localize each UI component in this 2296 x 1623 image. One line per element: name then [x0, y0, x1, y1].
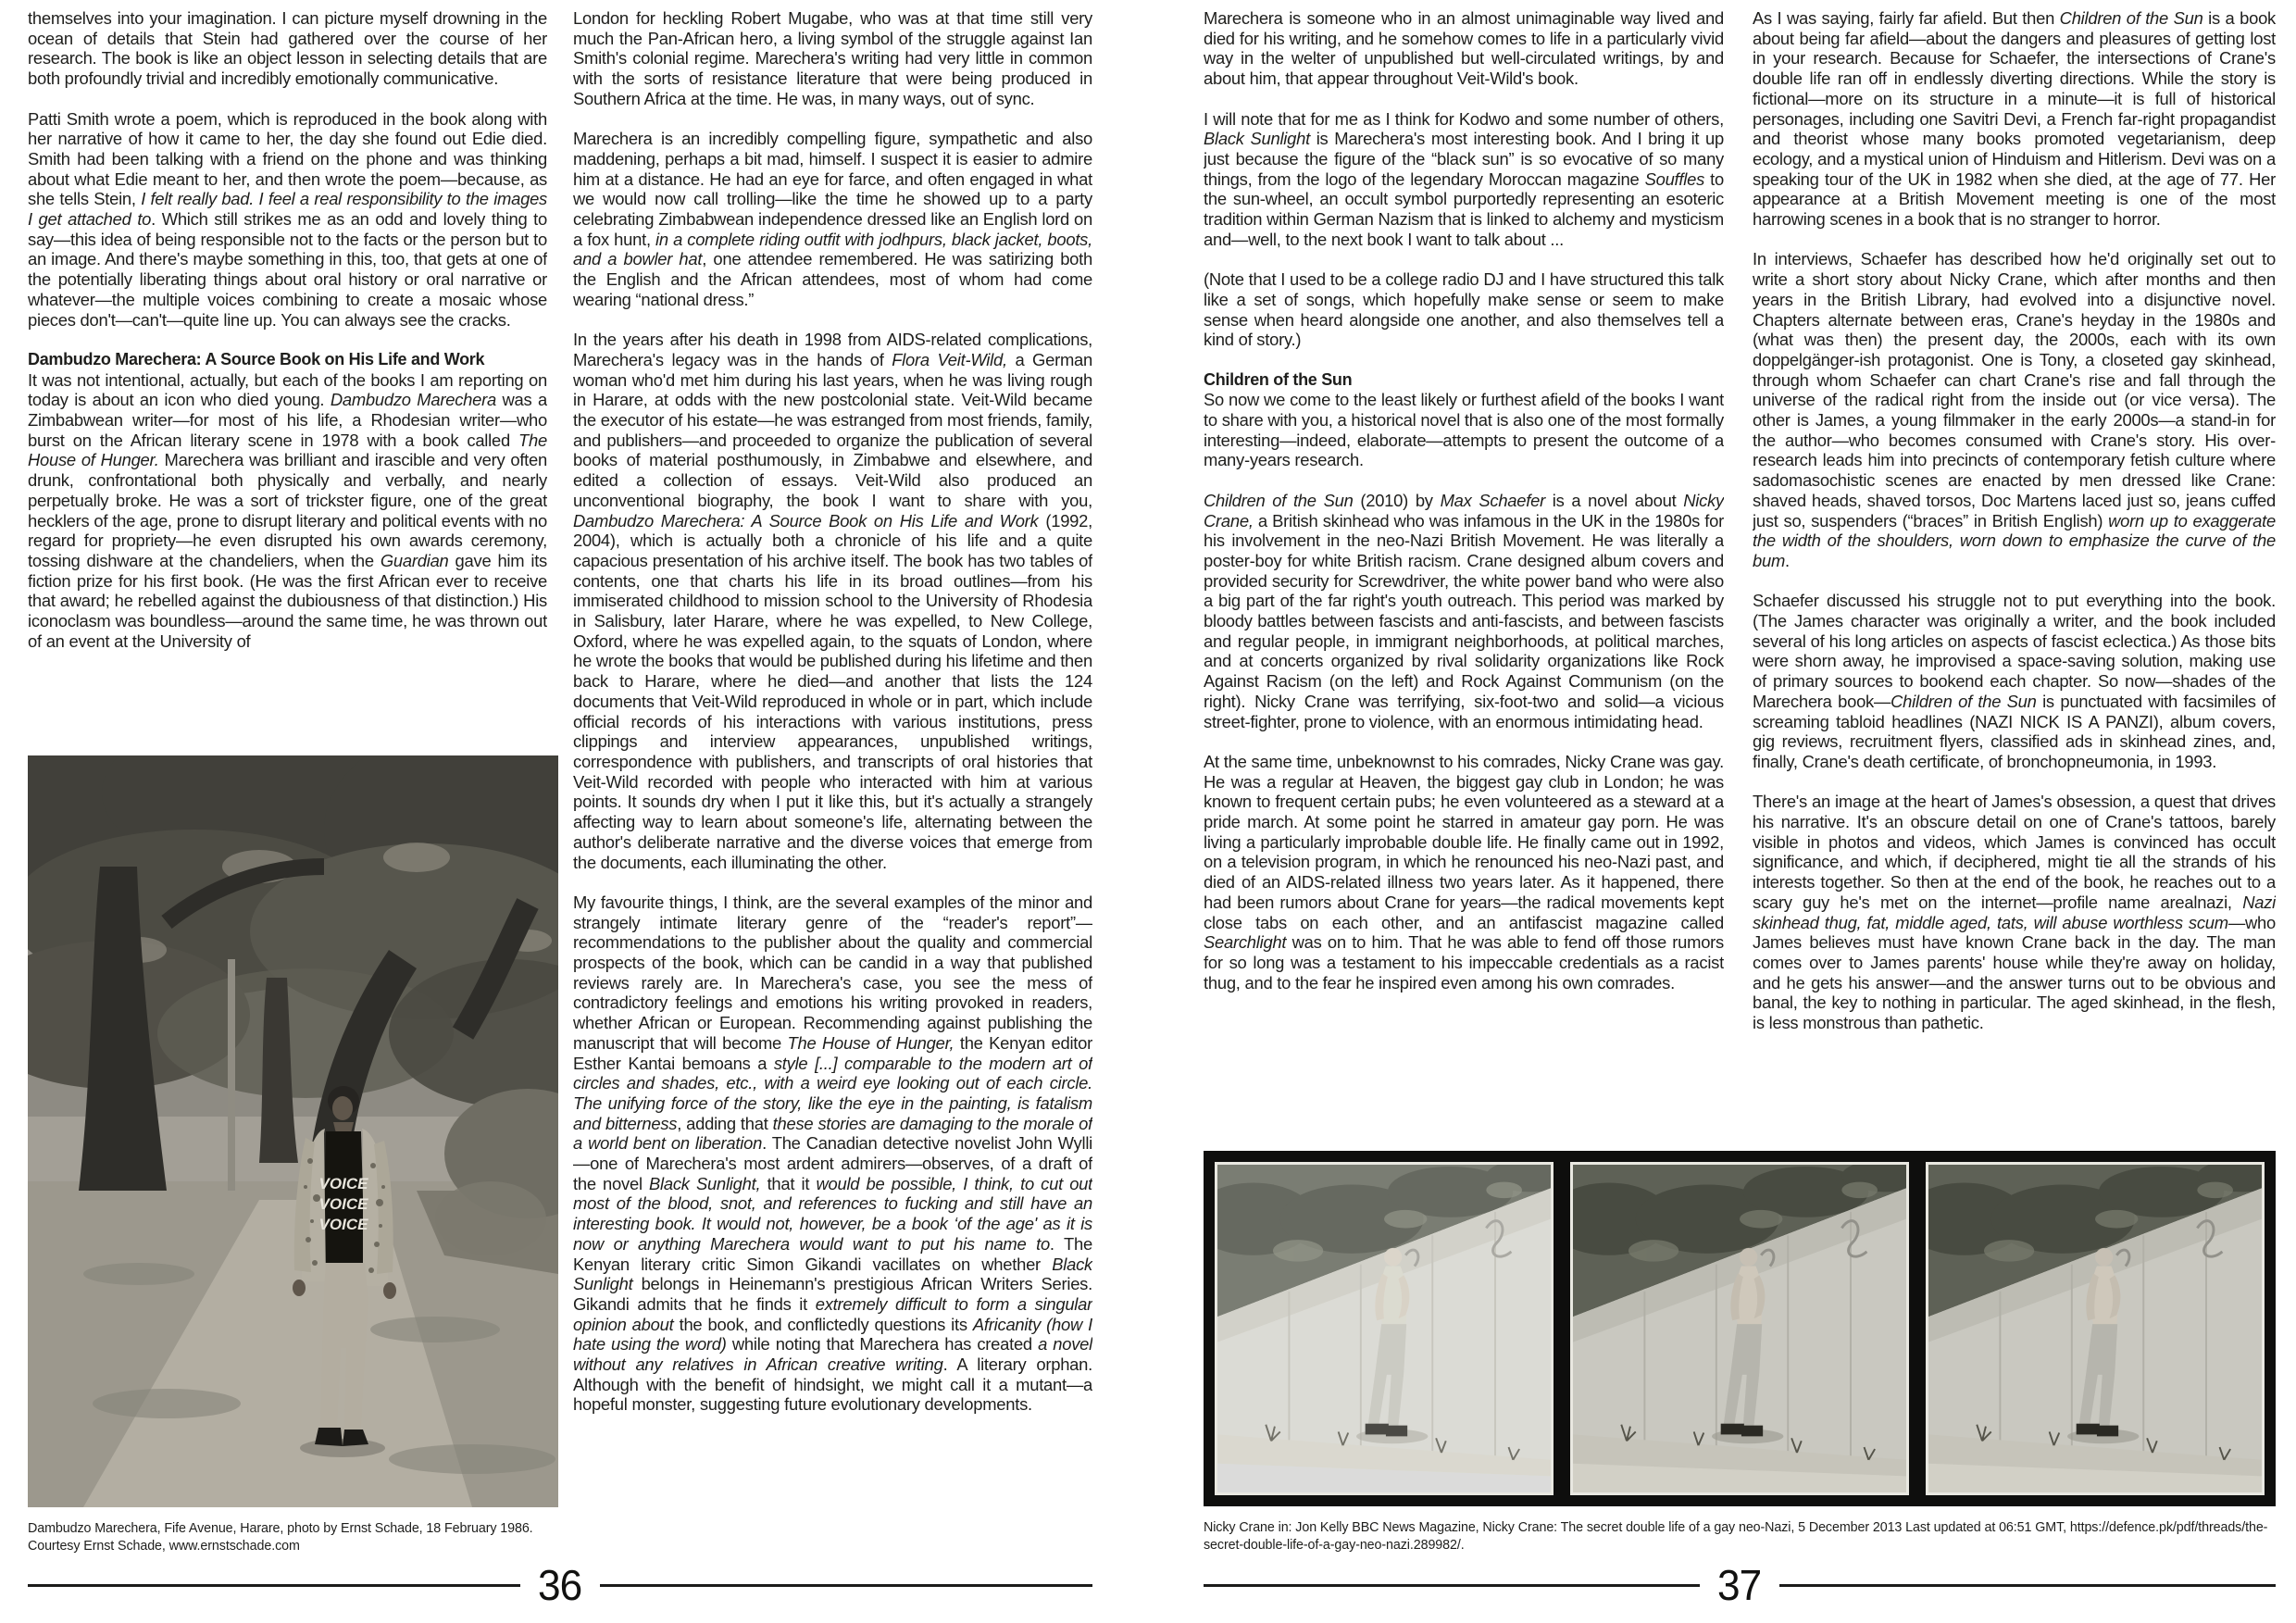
- folio-rule: [1204, 1584, 1700, 1587]
- page-number-36: 36: [538, 1561, 582, 1609]
- folio-rule: [600, 1584, 1092, 1587]
- crane-photo-frame: [1215, 1162, 1554, 1495]
- paragraph: Schaefer discussed his struggle not to put everything into the book. (The James character was originally a writer, and the book included several of his long articles on aspects of fascist eclectica.) As those bits were shorn away, he improvised a space-saving solution, making use of primary sources to bookend each chapter. So now—shades of the Marechera book—Children of the Sun is punctuated with facsimiles of screaming tabloid headlines (NAZI NICK IS A PANZI), album covers, gig reviews, recruitment flyers, classified ads in skinhead zines, and, finally, Crane's death certificate, of bronchopneumonia, in 1993.: [1753, 591, 2276, 771]
- crane-photo-illustration: [1928, 1165, 2262, 1492]
- folio-rule: [1779, 1584, 2276, 1587]
- paragraph: themselves into your imagination. I can picture myself drowning in the ocean of details that Stein had gathered over the course of her research. The book is like an object lesson in selecting details that are both profoundly trivial and incredibly emotionally communicative.: [28, 8, 547, 89]
- crane-photo-illustration: [1217, 1165, 1551, 1492]
- paragraph: As I was saying, fairly far afield. But then Children of the Sun is a book about being far afield—about the dangers and pleasures of getting lost in your research. Because for Schaefer, the intersections of Crane's double life ran off in endlessly diverting directions. While the story is fictional—more on its structure in a minute—it is full of historical personages, including one Savitri Devi, a French far-right propagandist and theorist whose many books promoted vegetarianism, deep ecology, and a mystical union of Hinduism and Hitlerism. Devi was on a speaking tour of the UK in 1982 when she died, at the age of 77. Her appearance at a British Movement meeting is one of the most harrowing scenes in a book that is no stranger to horror.: [1753, 8, 2276, 230]
- photo-caption-right: Nicky Crane in: Jon Kelly BBC News Magazine, Nicky Crane: The secret double life of a gay neo-Nazi, 5 December 2013 Last updated at 06:51 GMT, https://defence.pk/pdf/threads/the-secret-double-life-of-a-gay-neo-nazi.289982/.: [1204, 1520, 2268, 1553]
- section-heading: Dambudzo Marechera: A Source Book on His Life and Work: [28, 349, 485, 368]
- paragraph: I will note that for me as I think for Kodwo and some number of others, Black Sunlight is Marechera's most interesting book. And I bring it up just because the figure of the “black sun” is so evocative of so many things, from the logo of the legendary Moroccan magazine Souffles to the sun-wheel, an occult symbol purportedly representing an esoteric tradition within German Nazism that is linked to alchemy and mysticism and—well, to the next book I want to talk about ...: [1204, 108, 1724, 249]
- paragraph: Patti Smith wrote a poem, which is reproduced in the book along with her narrative of how it came to her, the day she found out Edie died. Smith had been talking with a friend on the phone and was thinking about what Edie meant to her, and then wrote the poem—because, as she tells Stein, I felt really bad. I feel a real responsibility to the images I get attached to. Which still strikes me as an odd and lovely thing to say—this idea of being responsible not to the facts or the person but to an image. And there's maybe something in this, too, that gets at one of the potentially liberating things about oral history or oral narrative or whatever—the multiple voices combining to create a mosaic whose pieces don't—can't—quite line up. You can always see the cracks.: [28, 108, 547, 330]
- photo-caption-left: Dambudzo Marechera, Fife Avenue, Harare, photo by Ernst Schade, 18 February 1986. Courtesy Ernst Schade, www.ernstschade.com: [28, 1521, 533, 1554]
- folio-rule: [28, 1584, 520, 1587]
- crane-photo-illustration: [1573, 1165, 1906, 1492]
- crane-photo-frame: [1570, 1162, 1909, 1495]
- paragraph: Marechera is someone who in an almost unimaginable way lived and died for his writing, and he somehow comes to life in a particularly vivid way in the welter of unpublished but well-circulated writings, by and about him, that appear throughout Veit-Wild's book.: [1204, 8, 1724, 89]
- paragraph: In interviews, Schaefer has described how he'd originally set out to write a short story about Nicky Crane, which after months and then years in the British Library, had evolved into a disjunctive novel. Chapters alternate between eras, Crane's heyday in the 1980s and (what was then) the present day, the 2000s, each with its own doppelgänger-ish protagonist. One is Tony, a closeted gay skinhead, through whom Schaefer can chart Crane's rise and fall through the universe of the radical right from the inside out (or vice versa). The other is James, a young filmmaker in the early 2000s—a stand-in for the author—who becomes consumed with Crane's story. His over-research leads him into precincts of contemporary fetish culture where sadomasochistic scenes are enacted by men dressed like Crane: shaved heads, shaved torsos, Doc Martens laced just so, jeans cuffed just so, suspenders (“braces” in British English) worn up to exaggerate the width of the shoulders, worn down to emphasize the curve of the bum.: [1753, 249, 2276, 570]
- svg-text:VOICE: VOICE: [318, 1195, 368, 1213]
- marechera-photo-illustration: [28, 755, 558, 1507]
- marechera-photo: [28, 755, 558, 1507]
- paragraph: So now we come to the least likely or furthest afield of the books I want to share with you, a historical novel that is also one of the most formally interesting—indeed, elaborate—attempts to present the outcome of a many-years research.: [1204, 390, 1724, 470]
- svg-text:VOICE: VOICE: [318, 1175, 368, 1192]
- paragraph: In the years after his death in 1998 from AIDS-related complications, Marechera's legacy was in the hands of Flora Veit-Wild, a German woman who'd met him during his last years, when he was living rough in Harare, at odds with the new postcolonial state. Veit-Wild became the executor of his estate—he was estranged from most friends, family, and publishers—and proceeded to organize the publication of several books of material posthumously, in Zimbabwe and elsewhere, and edited a collection of essays. Veit-Wild also produced an unconventional biography, the book I want to share with you, Dambudzo Marechera: A Source Book on His Life and Work (1992, 2004), which is actually both a chronicle of his life and a quite capacious presentation of his archive itself. The book has two tables of contents, one that charts his life in its broad outlines—from his immiserated childhood to mission school to the University of Rhodesia in Salisbury, later Harare, where he was expelled, to New College, Oxford, where he was expelled again, to the squats of London, where he wrote the books that would be published during his lifetime and then back to Harare, where he died—and another that lists the 124 documents that Veit-Wild reproduced in whole or in part, which include official records of his interactions with various institutions, press clippings and interview appearances, unpublished writings, correspondence with publishers, and transcripts of oral histories that Veit-Wild recorded with people who interacted with him at various points. It sounds dry when I put it like this, but it's actually a strangely affecting way to learn about someone's life, alternating between the author's deliberate narrative and the diverse voices that emerge from the documents, each illuminating the other.: [573, 330, 1092, 872]
- paragraph: My favourite things, I think, are the several examples of the minor and strangely intimate literary genre of the “reader's report”—recommendations to the publisher about the quality and commercial prospects of the book, which can be candid in a way that published reviews rarely are. In Marechera's case, you see the mess of contradictory feelings and emotions his writing provoked in readers, whether African or European. Recommending against publishing the manuscript that will become The House of Hunger, the Kenyan editor Esther Kantai bemoans a style [...] comparable to the modern art of circles and shades, etc., with a weird eye looking out of each circle. The unifying force of the story, like the eye in the painting, is fatalism and bitterness, adding that these stories are damaging to the morale of a world bent on liberation. The Canadian detective novelist John Wylli—one of Marechera's most ardent admirers—observes, of a draft of the novel Black Sunlight, that it would be possible, I think, to cut out most of the blood, snot, and references to fucking and still have an interesting book. It would not, however, be a book ‘of the age' as it is now or anything Marechera would want to put his name to. The Kenyan literary critic Simon Gikandi vacillates on whether Black Sunlight belongs in Heinemann's prestigious African Writers Series. Gikandi admits that he finds it extremely difficult to form a singular opinion about the book, and conflictedly questions its Africanity (how I hate using the word) while noting that Marechera has created a novel without any relatives in African creative writing. A literary orphan. Although with the benefit of hindsight, we might call it a mutant—a hopeful monster, suggesting future evolutionary developments.: [573, 892, 1092, 1415]
- svg-text:VOICE: VOICE: [318, 1216, 368, 1233]
- paragraph: There's an image at the heart of James's obsession, a quest that drives his narrative. It's an obscure detail on one of Crane's tattoos, barely visible in photos and videos, which James is convinced has occult significance, and which, if deciphered, might tie all the strands of his interests together. So then at the end of the book, he reaches out to a scary guy he's met on the internet—profile name arealnazi, Nazi skinhead thug, fat, middle aged, tats, will abuse worthless scum—who James believes must have known Crane back in the day. The man comes over to James parents' house while they're away on holiday, and he gets his answer—and the answer turns out to be obvious and banal, the key to nothing in particular. The aged skinhead, in the flesh, is less monstrous than pathetic.: [1753, 792, 2276, 1033]
- paragraph: Children of the Sun (2010) by Max Schaefer is a novel about Nicky Crane, a British skinhead who was infamous in the UK in the 1980s for his involvement in the neo-Nazi British Movement. He was literally a poster-boy for white British racism. Crane designed album covers and provided security for Screwdriver, the white power band who were also a big part of the far right's youth outreach. This period was marked by bloody battles between fascists and anti-fascists, and between fascists and regular people, in immigrant neighborhoods, at political marches, and at concerts organized by rival solidarity organizations like Rock Against Racism (on the left) and Rock Against Communism (on the right). Nicky Crane was terrifying, six-foot-two and solid—a vicious street-fighter, prone to violence, with an enormous intimidating head.: [1204, 490, 1724, 731]
- paragraph: It was not intentional, actually, but each of the books I am reporting on today is about an icon who died young. Dambudzo Marechera was a Zimbabwean writer—for most of his life, a Rhodesian writer—who burst on the African literary scene in 1978 with a book called The House of Hunger. Marechera was brilliant and irascible and very often drunk, confrontational both physically and verbally, and nearly perpetually broke. He was a sort of trickster figure, one of the great hecklers of the age, prone to disrupt literary and political events with no regard for propriety—he even disrupted his own awards ceremony, tossing dishware at the chandeliers, when the Guardian gave him its fiction prize for his first book. (He was the first African ever to receive that award; he rebelled against the dubiousness of that distinction.) His iconoclasm was boundless—around the same time, he was thrown out of an event at the University of: [28, 369, 547, 651]
- paragraph: London for heckling Robert Mugabe, who was at that time still very much the Pan-African hero, a living symbol of the struggle against Ian Smith's colonial regime. Marechera's writing had very little in common with the sorts of resistance literature that were being produced in Southern Africa at the time. He was, in many ways, out of sync.: [573, 8, 1092, 108]
- text-column-4: [1753, 8, 2276, 1149]
- text-column-1: [28, 8, 547, 749]
- crane-photo-frame: [1926, 1162, 2265, 1495]
- text-column-3: [1204, 8, 1724, 1149]
- section-heading: Children of the Sun: [1204, 369, 1353, 389]
- paragraph: Marechera is an incredibly compelling figure, sympathetic and also maddening, perhaps a bit mad, himself. I suspect it is easier to admire him at a distance. He had an eye for farce, and often engaged in what we would now call trolling—like the time he showed up to a party celebrating Zimbabwean independence dressed like an English lord on a fox hunt, in a complete riding outfit with jodhpurs, black jacket, boots, and a bowler hat, one attendee remembered. He was satirizing both the English and the African attendees, most of whom had come wearing “national dress.”: [573, 129, 1092, 309]
- crane-photo-strip: [1204, 1151, 2276, 1506]
- text-column-2: [573, 8, 1092, 1556]
- folio-right: [1204, 1561, 2276, 1609]
- folio-left: [28, 1561, 1092, 1609]
- paragraph: (Note that I used to be a college radio DJ and I have structured this talk like a set of songs, which hopefully make sense or seem to make sense when heard alongside one another, and also themselves tell a kind of story.): [1204, 269, 1724, 350]
- paragraph: At the same time, unbeknownst to his comrades, Nicky Crane was gay. He was a regular at Heaven, the biggest gay club in London; he was known to frequent certain pubs; he even volunteered as a steward at a pride march. At some point he starred in amateur gay porn. He was living a particularly improbable double life. He finally came out in 1992, on a television program, in which he renounced his neo-Nazi past, and died of an AIDS-related illness two years later. As it happened, there had been rumors about Crane for years—the radical movements kept close tabs on each other, and an antifascist magazine called Searchlight was on to him. That he was able to fend off those rumors for so long was a testament to his impeccable credentials as a racist thug, and to the fear he inspired even among his own comrades.: [1204, 751, 1724, 993]
- page-number-37: 37: [1717, 1561, 1762, 1609]
